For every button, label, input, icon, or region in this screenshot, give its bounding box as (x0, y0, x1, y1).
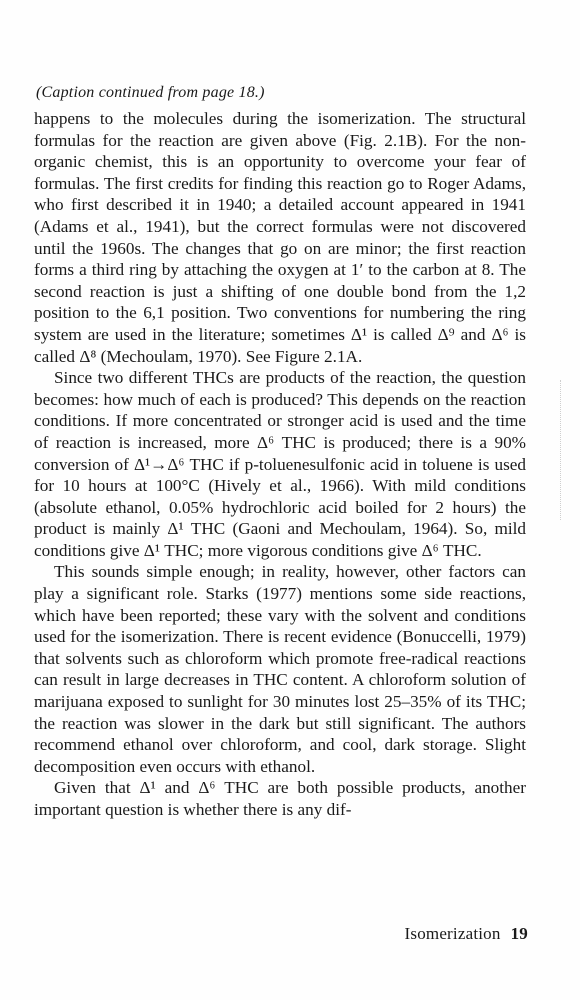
paragraph-3: This sounds simple enough; in reality, however, other factors can play a significant role. Starks (1977) mentions some side reactions, which have been reported; these vary with the solvent and conditions used for the isomerization. There is recent evidence (Bonuccelli, 1979) that solvents such as chloroform which promote free-radical reactions can result in large decreases in THC content. A chloroform solution of marijuana exposed to sunlight for 30 minutes lost 25–35% of its THC; the reaction was slower in the dark but still significant. The authors recommend ethanol over chloroform, and cool, dark storage. Slight decomposition even occurs with ethanol. (34, 562, 526, 776)
page-footer (405, 924, 528, 944)
margin-specks (560, 380, 563, 520)
caption-continuation-note: (Caption continued from page 18.) (36, 84, 265, 101)
page-number: 19 (510, 924, 528, 943)
body-text (34, 108, 526, 821)
running-head: Isomerization (404, 924, 501, 943)
paragraph-4: Given that Δ¹ and Δ⁶ THC are both possible products, another important question is whether there is any dif- (34, 778, 526, 819)
paragraph-1: happens to the molecules during the isomerization. The structural formulas for the reaction are given above (Fig. 2.1B). For the non-organic chemist, this is an opportunity to overcome your fear of formulas. The first credits for finding this reaction go to Roger Adams, who first described it in 1940; a detailed account appeared in 1941 (Adams et al., 1941), but the correct formulas were not discovered until the 1960s. The changes that go on are minor; the first reaction forms a third ring by attaching the oxygen at 1′ to the carbon at 8. The second reaction is just a shifting of one double bond from the 1,2 position to the 6,1 position. Two conventions for numbering the ring system are used in the literature; sometimes Δ¹ is called Δ⁹ and Δ⁶ is called Δ⁸ (Mechoulam, 1970). See Figure 2.1A. (34, 109, 526, 366)
paragraph-2: Since two different THCs are products of the reaction, the question becomes: how much of each is produced? This depends on the reaction conditions. If more concentrated or stronger acid is used and the time of reaction is increased, more Δ⁶ THC is produced; there is a 90% conversion of Δ¹→Δ⁶ THC if p-toluenesulfonic acid in toluene is used for 10 hours at 100°C (Hively et al., 1966). With mild conditions (absolute ethanol, 0.05% hydrochloric acid boiled for 2 hours) the product is mainly Δ¹ THC (Gaoni and Mechoulam, 1964). So, mild conditions give Δ¹ THC; more vigorous conditions give Δ⁶ THC. (34, 368, 526, 560)
